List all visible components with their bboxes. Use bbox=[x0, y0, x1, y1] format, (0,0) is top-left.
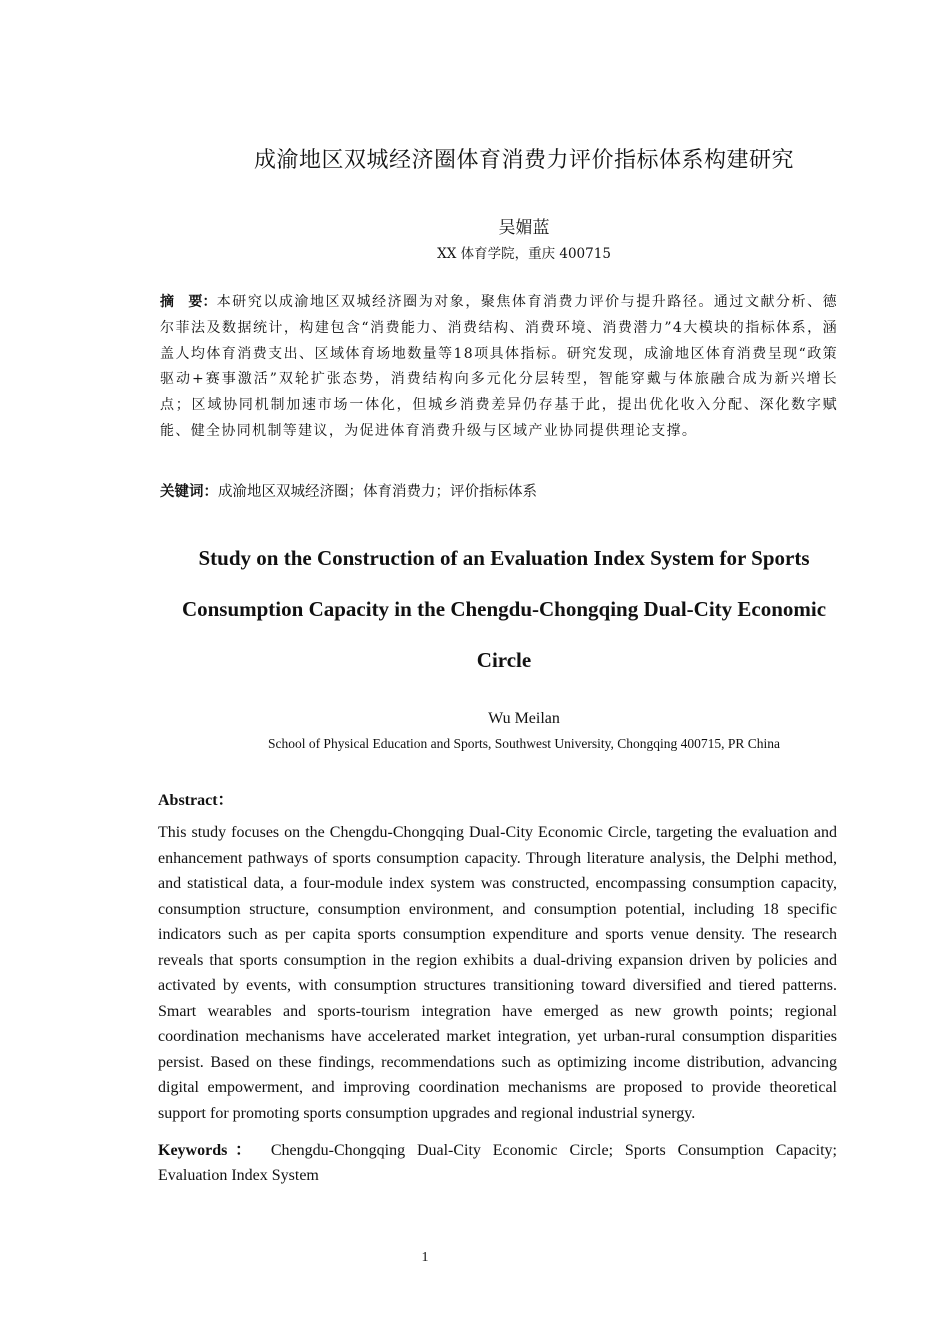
chinese-keywords bbox=[160, 480, 838, 504]
chinese-affiliation: XX 体育学院，重庆 400715 bbox=[437, 246, 611, 262]
chinese-title: 成渝地区双城经济圈体育消费力评价指标体系构建研究 bbox=[253, 148, 794, 173]
english-author: Wu Meilan bbox=[488, 710, 560, 727]
english-keywords-text: Chengdu-Chongqing Dual-City Economic Circle; Sports Consumption Capacity; Evaluation Index System bbox=[158, 1142, 837, 1184]
english-keywords bbox=[158, 1138, 837, 1188]
chinese-abstract-text: 本研究以成渝地区双城经济圈为对象，聚焦体育消费力评价与提升路径。通过文献分析、德尔菲法及数据统计，构建包含“消费能力、消费结构、消费环境、消费潜力”4大模块的指标体系，涵盖人均体育消费支出、区域体育场地数量等18项具体指标。研究发现，成渝地区体育消费呈现“政策驱动+赛事激活”双轮扩张态势，消费结构向多元化分层转型，智能穿戴与体旅融合成为新兴增长点；区域协同机制加速市场一体化，但城乡消费差异仍存基于此，提出优化收入分配、深化数字赋能、健全协同机制等建议，为促进体育消费升级与区域产业协同提供理论支撑。 bbox=[160, 294, 839, 439]
english-title: Study on the Construction of an Evaluation Index System for Sports Consumption Capacity in the Chengdu-Chongqing Dual-City Economic Circle bbox=[181, 546, 827, 672]
english-abstract-label: Abstract： bbox=[158, 792, 234, 809]
chinese-abstract-label: 摘 要： bbox=[160, 294, 217, 310]
chinese-abstract bbox=[160, 290, 838, 445]
chinese-keywords-label: 关键词： bbox=[160, 484, 218, 500]
english-affiliation: School of Physical Education and Sports, Southwest University, Chongqing 400715, PR China bbox=[267, 736, 781, 751]
english-keywords-label: Keywords： bbox=[158, 1142, 260, 1159]
english-abstract-text: This study focuses on the Chengdu-Chongqing Dual-City Economic Circle, targeting the evaluation and enhancement pathways of sports consumption capacity. Through literature analysis, the Delphi method, and statistical data, a four-module index system was constructed, encompassing consumption capacity, consumption structure, consumption environment, and consumption potential, including 18 specific indicators such as per capita sports consumption expenditure and sports venue density. The research reveals that sports consumption in the region exhibits a dual-driving expansion driven by policies and activated by events, with consumption structures transitioning toward diversified and tiered patterns. Smart wearables and sports-tourism integration have emerged as new growth points; regional coordination mechanisms have accelerated market integration, yet urban-rural consumption disparities persist. Based on these findings, recommendations such as optimizing income distribution, advancing digital empowerment, and improving coordination mechanisms are proposed to provide theoretical support for promoting sports consumption upgrades and regional industrial synergy. bbox=[158, 824, 837, 1122]
page-number: 1 bbox=[421, 1250, 429, 1265]
chinese-keywords-text: 成渝地区双城经济圈；体育消费力；评价指标体系 bbox=[218, 484, 537, 500]
chinese-author: 吴媚蓝 bbox=[498, 218, 550, 238]
